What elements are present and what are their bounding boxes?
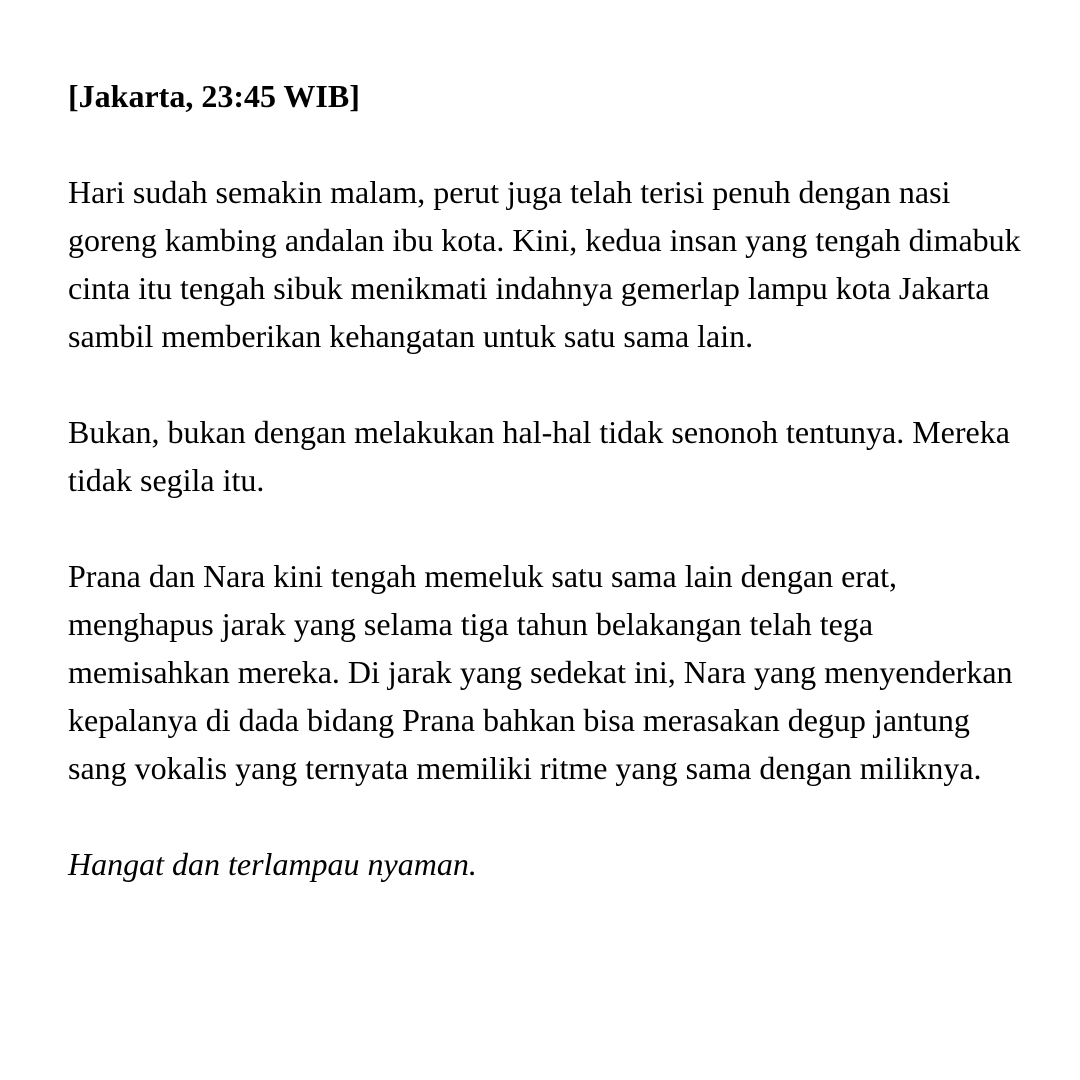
paragraph: Prana dan Nara kini tengah memeluk satu sama lain dengan erat, menghapus jarak yang selama tiga tahun belakangan telah tega memisahkan mereka. Di jarak yang sedekat ini, Nara yang menyenderkan kepalanya di dada bidang Prana bahkan bisa merasakan degup jantung sang vokalis yang ternyata memiliki ritme yang sama dengan miliknya. bbox=[68, 558, 1013, 786]
paragraph: Bukan, bukan dengan melakukan hal-hal tidak senonoh tentunya. Mereka tidak segila itu. bbox=[68, 414, 1010, 498]
document-page bbox=[68, 72, 1028, 888]
paragraph: Hari sudah semakin malam, perut juga telah terisi penuh dengan nasi goreng kambing andalan ibu kota. Kini, kedua insan yang tengah dimabuk cinta itu tengah sibuk menikmati indahnya gemerlap lampu kota Jakarta sambil memberikan kehangatan untuk satu sama lain. bbox=[68, 174, 1021, 354]
scene-heading: [Jakarta, 23:45 WIB] bbox=[68, 78, 360, 114]
closing-line: Hangat dan terlampau nyaman. bbox=[68, 846, 477, 882]
